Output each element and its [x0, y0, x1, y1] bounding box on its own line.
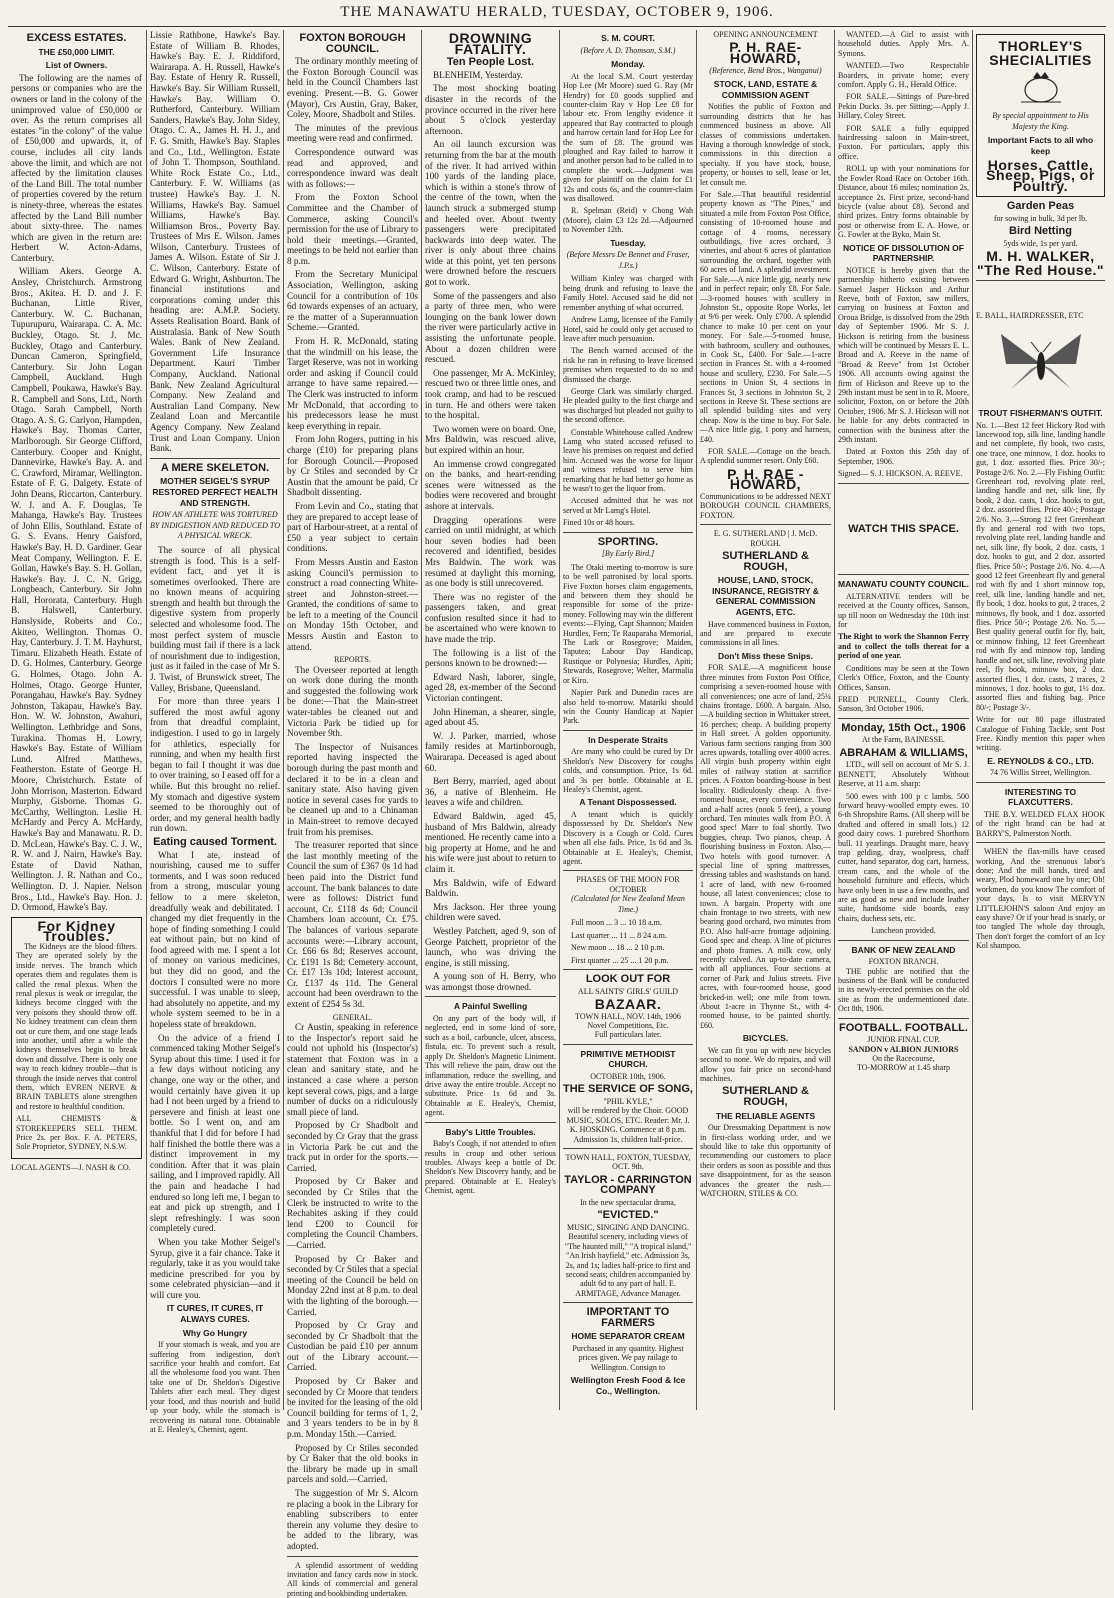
ad-paragraph: LTD., will sell on account of Mr S. J. BENNETT, Absolutely Without Reserve, at 11 a.m. sharp: [838, 760, 969, 789]
kidney-advertisement [11, 917, 142, 1159]
theatre-advertisement [563, 1153, 693, 1298]
classified-ad: WANTED.—Two Respectable Boarders, in private home; every comfort. Apply G. H., Herald Office. [838, 61, 969, 90]
article-paragraph: William Kinley was charged with being drunk and refusing to leave the Family Hotel. Accused said he did not remember anything of what occurred. [563, 274, 693, 312]
ad-paragraph: The Right to work the Shannon Ferry and to collect the tolls thereat for a period of one year. [838, 632, 969, 661]
ad-line: TOWN HALL, NOV. 14th, 1906 [575, 1011, 681, 1021]
ad-title: "EVICTED." [597, 1209, 659, 1222]
ad-title: "The Red House." [976, 261, 1105, 278]
ad-title: TROUT FISHERMAN'S OUTFIT. [978, 407, 1103, 418]
ad-title: M. H. WALKER, [986, 248, 1095, 265]
ad-paragraph: THE public are notified that the business of the Bank will be conducted in its newly-erected premises on the old site as from the undermentioned date. Oct 8th, 1906. [838, 966, 969, 1014]
ad-subheading: MOTHER SEIGEL'S SYRUP RESTORED PERFECT HEALTH AND STRENGTH. [152, 476, 278, 508]
owners-list: William Akers. George A. Ansley, Christchurch. Armstrong Bros., Akitea. H. D. and J. F. Buchanan, Little River, Canterbury. W. C. Buchanan, Tupurupuru, Wairarapa. C. A. Mc. Buckley, Otago. St. J. Mc. Buckley, Otago and Canterbury. Duncan Cameron, Springfield, Canterbury. Sir John Logan Campbell, Auckland. Hugh Campbell, Poukawa, Hawke's Bay. R. Campbell and Sons, Ltd., North Otago. Sarah Campbell, North Otago. A. S. G. Carlyon, Hampden, Hawke's Bay. Thomas Carter, Marlborough. Sir George Clifford, Canterbury. Cooper and Knight, Dannevirke, Hawke's Bay. A. and C. Crawford, Miramar, Wellington. Estate of F. G. Dalgety. Estate of John Deans, Riccarton, Canterbury. W. J. and A. F. Douglas, Te Mahanga, Hawke's Bay. Trustees of John Ellis, Southland. Estate of G. S. Evans. Henry Gaisford, Hawke's Bay. H. D. Gardiner. Gear Meat Company, Wellington. F. E. Gollan, Hawke's Bay. S. H. Gollan, Hawke's Bay. J. C. N. Grigg, Longbeach, Canterbury. Sir John Hall, Hororata, Canterbury. Hugh B. Halswell, Canterbury. Hanslyside, Roberts and Co., Akiteo, Wellington. Thomas O. Hay, Canterbury. J. T. M. Hayhurst, Timaru. Elizabeth Heath. Estate of D. G. Holmes, Canterbury. George G. Holmes, Otago. John A. Holmes, Otago. George Hunter, Porangahau, Hawke's Bay. Sydney Johnston, Takapau, Hawke's Bay. Hon. W. W. Johnston, Awahuri, Wellington. Lethbridge and Sons, Turakina. Thomas H. Lowry, Hawke's Bay. Estate of William Lund. Alfred Matthews, Featherston. Estate of George H. Moore, Christchurch. Estate of John Morrison, Masterton. Edward Murphy, Gisborne. Thomas G. McCarthy, Wellington. Leslie H. McHardy and Percy A. McHardy, Hawke's Bay and Manawatu. R. D. D. McLean, Hawke's Bay. C. J. W., R. W. and J. Nairn, Hawke's Bay. Estate of David Nathan, Wellington. J. R. Nathan and Co., Wellington. D. J. Napier. Nelson Bros., Ltd., Hawke's Bay. Hon. J. D. Ormond, Hawke's Bay. [11, 266, 142, 913]
article-paragraph: Mrs Baldwin, wife of Edward Baldwin. [425, 877, 556, 899]
article-paragraph: From the Foxton School Committee and the Chamber of Commerce, asking Council's permission for the use of Library to hold their meetings.—Granted, meetings to be held not earlier than 8 p.m. [287, 192, 418, 266]
article-paragraph: Edward Baldwin, aged 45, husband of Mrs Baldwin, already mentioned. He recently came into a big property at Home, and he and his wife were just about to return to claim it. [425, 810, 556, 874]
separator [976, 842, 1105, 843]
ad-line: In the new spectacular drama, [580, 1198, 676, 1208]
ad-footer: ALL CHEMISTS & STOREKEEPERS SELL THEM. Price 2s. per Box. F. A. PETERS, Sole Proprietor, SYDNEY, N.S.W. [16, 1114, 137, 1152]
ad-line: HOUSE, LAND, STOCK, INSURANCE, REGISTRY & GENERAL COMMISSION AGENTS, ETC. [712, 575, 819, 617]
article-paragraph: The following are the names of persons or companies who are the owners or land in the colony of the unimproved value of £50,000 or over. As the return comprises all estates "in the colony" of the value of £50,000 and upwards, it, of course, includes all city lands above the limit, and which are not affected by the limitation clauses of the Land Bill. The total number of properties covered by the return is ninety-three, whereas the estates affected by the Land Bill number about sixty-three. The names which are given in the return are: Herbert W. Acton-Adams, Canterbury. [11, 72, 142, 263]
column-5 [560, 30, 696, 1410]
moon-heading: PHASES OF THE MOON FOR OCTOBER [576, 875, 680, 894]
ad-line: On the Racecourse, [872, 1054, 935, 1064]
fishing-fly-illustration [986, 324, 1096, 404]
owners-list-continued: Lissie Rathbone, Hawke's Bay. Estate of William B. Rhodes, Hawke's Bay. E. J. Riddiford, Wairarapa. A. H. Russell, Hawke's Bay. Estate of Henry R. Russell, Hawke's Bay. Sir William Russell, Hawke's Bay. William O. Rutherford, Canterbury. William Sanders, Hawke's Bay. John Sidey, Otago. C. A., James H. H. J., and F. G. Smith, Hawke's Bay. Staples and Co., Ltd., Wellington. Estate of John T. Thompson, Southland. White Rock Estate Co., Ltd., Canterbury. F. W. Williams (as trustee) Hawke's Bay. J. N. Williams, Hawke's Bay. Samuel Williams, Hawke's Bay. Williamson Bros., Poverty Bay. Trustees of Mrs E. Wilson. James Wilson, Canterbury. Trustees of James A. Wilson. Estate of Sir J. C. Wilson, Canterbury. Estate of Edward G. Wright, Ashburton. The financial institutions and corporations coming under this heading are: A.M.P. Society. Assets Realisation Board. Bank of Australasia. Bank of New South Wales. Bank of New Zealand. Government Life Insurance Department. Kauri Timber Company, Auckland. National Bank. New Zealand Agricultural Company. New Zealand and Australian Land Company. New Zealand Loan and Mercantile Agency Company. New Zealand Trust and Loan Company. Union Bank. [150, 30, 280, 454]
classified-ad: FOR SALE a fully equipped hairdressing saloon in Main-street, Foxton. For particulars, apply this office. [838, 123, 969, 161]
separator [976, 280, 1105, 281]
article-paragraph: At the local S.M. Court yesterday Hop Lee (Mr Moore) sued G. Ray (Mr Hendry) for £0 goods supplied and counter-claim Ray v Hop Lee £8 for labour etc. From lengthy evidence it appeared that Ray contracted to plough and harrow certain land for Hop Lee for the sum of £8. The ground was ploughed and Ray failed to harrow it and another person had to be called in to complete the work.—Judgment was given for plaintiff on the claim for £1 12s and costs 6s, and the counter-claim was disallowed. [563, 71, 693, 204]
ad-paragraph: Have commenced business in Foxton, and are prepared to execute commissions in all lines. [700, 619, 831, 648]
ad-line: "PHIL KYLE," [603, 1097, 653, 1106]
ad-line: PRIMITIVE METHODIST CHURCH. [580, 1048, 676, 1070]
article-paragraph: Fined 10s or 48 hours. [563, 518, 635, 528]
column-8 [973, 30, 1108, 1410]
ad-paragraph: ALTERNATIVE tenders will be received at the County offices, Sanson, up till noon on Wednesday the 10th inst for [838, 591, 969, 630]
thorleys-advertisement [976, 34, 1105, 197]
ad-paragraph: What I ate, instead of nourishing, caused me to suffer torments, and I was soon reduced from a strong, muscular young fellow to a mere skeleton, dreadfully weak and debilitated. I changed my diet frequently in the hope of finding something I could eat without pain, but no kind of food agreed with me. I spent a lot of money on various medicines, but they did no good, and the doctors I consulted were no more successful. I was unable to sleep, had absolutely no appetite, and my whole system seemed to be in a hopeless state of breakdown. [150, 849, 280, 1030]
notice-signature: Signed— S. J. HICKSON. A. REEVE. [838, 469, 963, 479]
separator [150, 458, 280, 459]
article-paragraph: Andrew Lamg, licensee of the Family Hotel, said he could only get accused to leave after much persuasion. [563, 315, 693, 343]
separator [563, 730, 693, 731]
article-heading: SPORTING. [597, 535, 659, 548]
article-paragraph: A young son of H. Berry, who was amongst those drowned. [425, 971, 556, 992]
ad-line: will be rendered by the Choir. GOOD MUSIC, SOLOS, ETC. Reader: Mr. J. K. HOSKING. Commence at 8 p.m. Admission 1s, children half-price. [566, 1106, 690, 1144]
article-paragraph: From Messrs Austin and Easton asking Council's permission to construct a road connecting White-street and Johnston-street.—Granted, the conditions of same to be left to a meeting of the Council on Monday 15th October, and Messrs Austin and Easton to attend. [287, 556, 418, 652]
ad-paragraph: On any part of the body will, if neglected, end in some kind of sore, such as a boil, carbuncle, ulcer, abscess, fistula, etc. To prevent such a result, apply Dr. Sheldon's Magnetic Liniment. This will relieve the pain, draw out the inflammation, reduce the swelling, and drive away the entire trouble. Accept no substitute. Price 1s 6d and 3s. Obtainable at E. Healey's, Chemist, agent. [425, 1014, 556, 1118]
ad-paragraph: Notifies the public of Foxton and surrounding districts that he has commenced business as above. All classes of commissions undertaken. Having a thorough knowledge of stock, commissions in this direction a specialty. If you have stock, house, property, or houses to sell, lease or let, let consult me. [700, 102, 831, 187]
ad-paragraph: Are many who could be cured by Dr Sheldon's New Discovery for coughs colds, and consumption. Price, 1s 6d. and 3s per bottle. Obtainable at E. Healey's Chemist, agent. [563, 747, 693, 794]
ad-paragraph: FOR SALE.—A magnificent house three minutes from Foxton Post Office, comprising a seven-roomed house with all conveniences; one acre of land, 25¼ chains frontage. £600. A bargain. Also,—A building section in Whittaker street, 16 perches; cheap. A building property in Hall street. A golden opportunity. Various farm sections ranging from 300 acres upwards, totalling over 4000 acres. All virgin bush property within eight miles of railway station at sacrifice prices. A Foxton boarding-house in best locality. Ridiculously cheap. A five-roomed house, every convenience. Two and a-half acres (nook 5 feet), a young orchard. Ten minutes walk from P.O. A good spec! Mare to foal shortly. Two buggies, cheap. Two pianos, cheap. A flourishing business in Foxton. Also,—Two hotels with good turnover. A special line of spring mattresses, dressing tables and washstands on hand. 1 acre of land, with new 6-roomed house, all latest conveniences; close to town. A bargain. Property with one chain frontage to two streets, with new bearing good orchard, two minutes from P.O. Also half-acre frontage adjoining. Good spec and cheap. A line of pictures and photo frames. A milk cow, only recently calved. An up-to-date camera, with all appliances. Four sections at corner of Park and Julius streets. Five acres, with four-roomed house, good bricked-in well; one mile from town. About 1-acre in Thynne St., with 4-roomed house, to be painted shortly. £60. [700, 663, 831, 1030]
article-paragraph: The treasurer reported that since the last monthly meeting of the Council the sum of £367 0s 1d had been paid into the District fund account. The bank balances to date were as follows: District fund account, Cr. £118 4s 6d; Council Chambers loan account, Cr. £75. The balances of various separate accounts were:—Library account, Cr. £66 6s 8d; Reserves account, Cr. £191 1s 8d; Cemetery account, Cr. £17 13s 10d; Interest account, Cr. £137 4s 11d. The General account had been overdrawn to the extent of £254 5s 3d. [287, 840, 418, 1010]
separator [976, 782, 1105, 783]
ad-line: 74 76 Willis Street, Wellington. [990, 768, 1091, 778]
royal-crest-icon [1011, 68, 1071, 108]
church-advertisement [563, 1049, 693, 1144]
separator [838, 718, 969, 719]
article-paragraph: From Levin and Co., stating that they are prepared to accept lease of part of Harbour-street, at a rental of £50 a year subject to certain conditions. [287, 500, 418, 554]
moon-row: New moon ... 18 ... 2 10 p.m. [571, 943, 665, 953]
ad-paragraph: 500 ewes with 100 p c lambs. 500 forward heavy-woolled empty ewes. 10 6-th Shropshire Rams. (All sheep will be drafted and offered in small lots.) 12 good dairy cows. 1 purebred Shorthorn bull. 11 yearlings. Draught mare, heavy trap gelding, dray, woolpress, chaff cutter, hand separator, dog cart, harness, cream cans, and the whole of the household furniture and effects, which have only been in use a few months, and are as good as new and include leather suite, handsome side boards, easy chairs, duchess sets, etc. [838, 791, 969, 923]
article-subheading: List of Owners. [45, 60, 108, 71]
article-heading: S. M. COURT. [601, 33, 655, 43]
article-paragraph: From the Secretary Municipal Association, Wellington, asking Council for a contribution of 10s 6d towards expenses of an actuary, re the matter of a Superannuation Scheme.—Granted. [287, 269, 418, 333]
article-paragraph: The following is a list of the persons known to be drowned:— [425, 647, 556, 669]
article-paragraph: Proposed by Cr Shadbolt and seconded by Cr Gray that the grass in Victoria Park be cut and the track put in order for the sports.—Carried. [287, 1120, 418, 1173]
notice-paragraph: Dated at Foxton this 25th day of September, 1906. [838, 447, 969, 466]
article-subheading: Ten People Lost. [446, 56, 535, 69]
article-paragraph: Correspondence outward was read and approved, and correspondence inward was dealt with as follows:— [287, 146, 418, 189]
separator [563, 1148, 693, 1149]
ad-line: Luncheon provided. [871, 926, 936, 936]
ad-title: FOOTBALL. FOOTBALL. [839, 1021, 968, 1034]
article-subheading: THE £50,000 LIMIT. [38, 46, 115, 57]
ad-poem: WHEN the flax-mills have ceased working, And the strenuous labor's done; And the mill hands, tired and weary, Plod homeward one by one; Oh! workmen, do you know The comfort of your days, Is to visit MERVYN LITTLEJOHN'S saloon And enjoy an easy shave? Or if your head is snarly, or too tangled The whole day through, Then don't forget the comfort of an Icy Kol shampoo. [976, 847, 1105, 951]
ad-title: SUTHERLAND & ROUGH, [722, 550, 809, 573]
bazaar-advertisement [563, 974, 693, 1040]
article-paragraph: The Inspector of Nuisances reported having inspected the borough during the past month and declared it to be in a clean and sanitary state. Also having given notice in several cases for yards to be cleaned up and to a Chinaman in Main-street to remove decayed fruit from his premises. [287, 741, 418, 837]
separator [287, 1556, 418, 1557]
column-1 [8, 30, 145, 1410]
ad-line: E. G. SUTHERLAND | J. McD. ROUGH. [713, 529, 818, 548]
ad-title: Bird Netting [1009, 225, 1072, 238]
ad-heading: A Painful Swelling [453, 1001, 528, 1012]
article-paragraph: Westley Patchett, aged 9, son of George Patchett, proprietor of the launch, who was driving the engine, is still missing. [425, 925, 556, 968]
article-paragraph: George Clark was similarly charged. He pleaded guilty to the first charge and was discharged but pleaded not guilty to the second offence. [563, 386, 693, 425]
separator [563, 870, 693, 871]
ad-heading: A Tenant Dispossessed. [579, 797, 677, 808]
ad-paragraph: No. 1.—Best 12 feet Hickory Rod with lancewood top, silk line, landing handle and net complete, fly book, two casts, one trace, one minnow, 1 doz. hooks to gut, 1 doz. assorted flies. Price 30/-; Postage 2/6. No. 2.—Fly Fishing Outfit: Greenheart rod, revolving plate reel, landing handle and net, silk line, fly book, 2 doz. casts, 1 doz. hooks to gut, 2 doz. assorted flies. Price 40/-; Postage 2/6. No. 3.—Strong 12 feet Greenheart fly and general rod with two tops, revolving plate reel, landing handle and net, silk line, fly book, 2 doz. casts, 1 doz. hooks to gut, and 2 doz. assorted flies. Price 50/-; Postage 2/6. No. 4.—A good 12 feet Greenheart fly and general rod with fly and 1 short minnow top, reel, silk line, landing handle and net, fly book, 1 doz. hooks to gut, 2 traces, 2 minnows, fly book, and 1 doz. assorted flies. Price 50/-; Postage 2/6. No. 5.—Best quality general outfit for fly, bait, or minnow fishing, 12 feet Greenheart rod with fly and minnow top, landing handle and net, silk line, revolving plate reel, fly book, minnow box, 2 doz. assorted flies, 1 doz. casts, 2 traces, 2 minnows, 1 doz. hooks to gut, 1½ doz. assorted flies and fishing bag. Price 80/-; Postage 3/-. [976, 420, 1105, 712]
article-paragraph: John Hineman, a shearer, single, aged about 45. [425, 706, 556, 728]
ad-paragraph: We can fit you up with new bicycles second to none. We do repairs, and will allow you fair price on second-hand machines. [700, 1045, 831, 1084]
article-paragraph: The Bench warned accused of the risk he ran in refusing to leave licensed premises when requested to do so and dismissed the charge. [563, 346, 693, 384]
ad-title: TAYLOR - CARRINGTON COMPANY [564, 1173, 692, 1197]
ad-paragraph: A tenant which is quickly dispossessed by Dr. Sheldon's New Discovery is a Cough or Cold. Cures when all else fails. Price, 1s 6d and 3s. Obtainable at E. Healey's, Chemist, agent. [563, 809, 693, 866]
ad-line: By special appointment to His Majesty the King. [992, 111, 1089, 131]
ad-title: ABRAHAM & WILLIAMS, [839, 746, 968, 759]
article-subheading: Monday. [611, 59, 645, 70]
ad-line: MUSIC, SINGING AND DANCING. Beautiful scenery, including views of "The haunted mill," "A tropical island," "An Irish hayfield," etc. Admission 3s, 2s, and 1s; ladies half-price to first and second seats; children accompanied by adult 6d to any part of hall. E. ARMITAGE, Advance Manager. [564, 1223, 692, 1298]
separator [838, 940, 969, 941]
local-agents: LOCAL AGENTS—J. NASH & CO. [11, 1162, 131, 1172]
farmers-advertisement [563, 1307, 693, 1396]
moon-subheading: (Calculated for New Zealand Mean Time.) [571, 894, 685, 914]
article-paragraph: The most shocking boating disaster in the records of the province occurred in the river here about 5 o'clock yesterday afternoon. [425, 83, 556, 136]
ad-paragraph: The source of all physical strength is food. This is a self-evident fact, and yet it is sometimes overlooked. There are no known means of acquiring strength and health but through the digestive system from properly selected and wholesome food. The most perfect system of muscle building must fail if there is a lack of nourishment due to indigestion, just as it failed in the case of Mr S. J. Twist, of Brunswick street, The Valley, Brisbane, Queensland. [150, 544, 280, 693]
ad-title: THE SERVICE OF SONG, [563, 1083, 693, 1096]
article-paragraph: Proposed by Cr Stiles seconded by Cr Baker that the old books in the library be made up in small parcels and sold.—Carried. [287, 1442, 418, 1485]
ad-subheading: BICYCLES. [742, 1033, 789, 1044]
ad-line: for sowing in bulk, 3d per lb. [993, 213, 1088, 223]
ad-line: OPENING ANNOUNCEMENT [713, 30, 818, 39]
ad-title: P. H. RAE-HOWARD, [729, 39, 802, 66]
article-paragraph: Mrs Jackson. Her three young children were saved. [425, 901, 556, 923]
ad-line: Important Facts to all who keep [987, 135, 1094, 156]
ad-title: SHECIALITIES [989, 51, 1092, 68]
article-subheading: (Before Messrs De Bennet and Fraser, J.P.s.) [566, 250, 690, 270]
ad-heading: Baby's Little Troubles. [445, 1126, 536, 1137]
classified-ad: WANTED.—A Girl to assist with household duties. Apply Mrs. A. Symons. [838, 30, 969, 58]
article-paragraph: The Overseer reported at length on work done during the month and suggested the following work be done:—That the Main-street water-tables be cleaned out and Victoria Park be tidied up for November 9th. [287, 664, 418, 739]
article-paragraph: Dragging operations were carried on until midnight, at which hour seven bodies had been recovered and identified, besides Mrs Baldwin. The work was resumed at daylight this morning, as one body is still unrecovered. [425, 514, 556, 589]
sale-date: Monday, 15th Oct., 1906 [841, 721, 966, 734]
separator [838, 1018, 969, 1019]
column-3 [284, 30, 421, 1598]
ad-line: Wellington Fresh Food & Ice Co., Wellington. [570, 1375, 686, 1396]
article-paragraph: Napier Park and Dunedin races are also held to-morrow. Matariki should win the County Handicap at Napier Park. [563, 688, 693, 726]
article-paragraph: One passenger, Mr A. McKinley, rescued two or three little ones, and took cramp, and had to be rescued in turn. He and others were taken to the hospital. [425, 367, 556, 421]
ad-line: TOWN HALL, FOXTON, TUESDAY, OCT. 9th. [565, 1153, 691, 1172]
notice-paragraph: NOTICE is hereby given that the partnership hitherto existing between Samuel Jasper Hickson and Arthur Reeve, both of Foxton, saw millers, carrying on business at Foxton and Oroua Bridge, is dissolved from the 29th day of September 1906. Mr S. J. Hickson is retiring from the business which will be continued by Messrs E. L. Broad and A. Reeve in the name of "Broad & Reeve" from 1st October 1906. All accounts owing against the firm of Hickson and Reeve up to the 29th instant must be sent in to R. Moore, solicitor, Foxton, on or before the 20th October, 1906. Mr S. J. Hickson will not be liable for any debts contracted in connection with the business after the 29th instant. [838, 265, 969, 445]
ad-paragraph: Our Dressmaking Department is now in first-class working order, and we should like to take this opportunity of recommending our customers to place their orders as soon as possible and thus save disappointment, for as the season advances the greater the rush.—WATCHORN, STILES & CO. [700, 1123, 831, 1199]
article-paragraph: From John Rogers, putting in his charge (£10) for preparing plans for Borough Council.—Proposed by Cr Stiles and seconded by Cr Austin that the amount be paid, Cr Shadbolt dissenting. [287, 434, 418, 498]
separator [563, 1302, 693, 1303]
ad-line: E. BALL, HAIRDRESSER, ETC [976, 310, 1084, 320]
column-6 [697, 30, 834, 1410]
ad-line: Purchased in any quantity. Highest prices given. We pay railage to Wellington. Consign to [572, 1344, 684, 1372]
article-subheading: (Before A. D. Thomson, S.M.) [580, 45, 676, 55]
ad-title: THORLEY'S [998, 38, 1083, 54]
article-paragraph: Proposed by Cr Baker and seconded by Cr Stiles that a special meeting of the Council be held on Monday 22nd inst at 8 p.m. to deal with the lighting of the borough.—Carried. [287, 1253, 418, 1317]
ad-paragraph: FOR SALE.—Cottage on the beach. A splendid summer resort. Only £60. [700, 447, 831, 466]
ad-line: 5yds wide, 1s per yard. [1003, 238, 1078, 248]
ad-subheading: Eating caused Torment. [153, 835, 277, 848]
article-paragraph: Cr Austin, speaking in reference to the Inspector's report said he could not uphold his (Inspector's) statement that Foxton was in a clean and sanitary state, and he instanced a case where a person kept several cows, pigs, and a large number of ducks on a ridiculously small piece of land. [287, 1022, 418, 1117]
ad-line: HOME SEPARATOR CREAM [571, 1331, 685, 1342]
ad-paragraph: For more than three years I suffered the most awful agony from that dreadful complaint, indigestion. I used to go in largely for athletics, especially for running, and when my health first began to fail I thought it was due to over training, so I eased off for a while. But this brought no relief. My stomach and digestive system seemed to be thoroughly out of order, and my general health badly run down. [150, 696, 280, 834]
article-paragraph: From H. R. McDonald, stating that the windmill on his lease, the Target Reserve, was not in working order and asking if Council could arrange to have same repaired.—The Clerk was instructed to inform Mr McDonald, that according to his predecessors lease he must keep everything in repair. [287, 336, 418, 431]
ad-line: LOOK OUT FOR [585, 973, 671, 985]
ad-paragraph: Conditions may be seen at the Town Clerk's Office, Foxton, and the County Offices, Sanson. [838, 663, 969, 692]
article-subheading: Tuesday. [610, 237, 646, 248]
ad-line: TO-MORROW at 1.45 sharp [856, 1063, 951, 1073]
column-2 [147, 30, 283, 1434]
article-paragraph: The Otaki meeting to-morrow is sure to be well patronised by local sports. Five Foxton horses claim engagements, and between them they should be responsible for some of the prize-money. Following may win the different events:—Flying, Capt Shannon; Maiden Hurdles, Fern; Te Rauparaha Memorial, The Lark or Rosegrove; Maiden, Taputea; Labour Day Handicap, Rustique or Polynesia; Hurdles, Apiti; Stewards, Rosegrove; Welter, Marmalia or Kiro. [563, 562, 693, 685]
article-paragraph: Two women were on board. One, Mrs Baldwin, was rescued alive, but expired within an hour. [425, 423, 556, 455]
article-paragraph: Accused admitted that he was not served at Mr Lamg's Hotel. [563, 496, 693, 515]
ad-slogan: IT CURES, IT CURES, IT ALWAYS CURES. [166, 1303, 264, 1325]
ad-line: FOXTON BRANCH. [868, 957, 939, 967]
separator [838, 574, 969, 575]
ad-paragraph: On the advice of a friend I commenced taking Mother Seigel's Syrup about this time. I used it for a few days without noticing any change, one way or the other, and would certainly have given it up had I not been urged by a friend to persevere and finish at least one bottle. So I went on, and am thankful that I did for before I had half finished the bottle there was a distinct improvement in my condition. After that it was plain sailing, and I improved rapidly. All the pain and headache I had endured so long left me, I began to eat and pick up strength, and I slept refreshingly. I was soon completely cured. [150, 1032, 280, 1234]
masthead: THE MANAWATU HERALD, TUESDAY, OCTOBER 9, 1906. [340, 4, 774, 20]
ad-title: MANAWATU COUNTY COUNCIL. [838, 579, 969, 590]
ad-paragraph: Baby's Cough, if not attended to often results in croup and other serious troubles. Always keep a bottle of Dr. Sheldon's New Discovery handy, and be prepared. Obtainable at E. Healey's Chemist, agent. [425, 1139, 556, 1196]
article-heading: DROWNING FATALITY. [448, 30, 533, 57]
article-paragraph: The ordinary monthly meeting of the Foxton Borough Council was held in the Council Chambers last evening. Present.—B. G. Gower (Mayor), Crs Austin, Gray, Baker, Coley, Moore, Shadbolt and Stiles. [287, 56, 418, 120]
ad-title: INTERESTING TO FLAXCUTTERS. [1004, 786, 1077, 808]
section-label: GENERAL. [332, 1012, 373, 1022]
classified-ad: FOR SALE.—Sittings of Pure-bred Pekin Ducks. 3s. per Sitting;—Apply J. Hillary, Coley Street. [838, 92, 969, 121]
classified-ad: ROLL up with your nominations for the Fowler Road Race on October 16th. Distance, about 16 miles; nomination 2s, acceptance 2s. First prize, second-hand bicycle (value about £8). Second and third prizes. Entry forms obtainable by post or otherwise from E. A. Howe, or G. Fowler at the Byko, Main St. [838, 164, 969, 240]
byline: [By Early Bird.] [601, 549, 655, 559]
ad-line: THE RELIABLE AGENTS [715, 1110, 816, 1121]
ad-line: SANDON v ALBION JUNIORS [848, 1044, 959, 1054]
article-paragraph: Proposed by Cr Baker and seconded by Cr Moore that tenders be invited for the leasing of the old Council building for terms of 1, 2, and 3 years tenders to be in by 8 p.m. Monday 15th.—Carried. [287, 1376, 418, 1440]
ad-title: For Kidney Troubles. [37, 917, 116, 945]
article-paragraph: Constable Whitehouse called Andrew Lamg who stated accused refused to leave his premises on request and defied him. Accused was the worse for liquor and witness refused to serve him remarking that he had better go home as he wasn't to get the liquor from. [563, 427, 693, 493]
article-paragraph: The suggestion of Mr S. Alcorn re placing a book in the Library for enabling subscribers to enter therein any volume they desire to be added to the library, was adopted. [287, 1488, 418, 1551]
ad-paragraph: When you take Mother Seigel's Syrup, give it a fair chance. Take it regularly, take it as you would take medicine prescribed for you by some celebrated physician—and it will cure you. [150, 1236, 280, 1300]
article-paragraph: An oil launch excursion was returning from the bar at the mouth of the river. It had arrived within 100 yards of the landing place, which is within a stone's throw of the centre of the town, when the launch struck a submerged stump and heeled over. About twenty passengers were precipitated backwards into deep water. The river is only about three chains wide at this point, yet ten persons were drowned before the rescuers got to work. [425, 139, 556, 288]
ad-line: JUNIOR FINAL CUP. [867, 1035, 940, 1045]
ad-line: OCTOBER 10th, 1906. [590, 1072, 666, 1081]
for-sale-list: For Sale.—That beautiful residential property known as "The Pines," and situated a mile from Foxton Post Office, consisting of 10-roomed house and cottage of 4 rooms, necessary outbuildings, five acres orchard, 3 vineries, and about 6 acres of plantation surrounding the orchard, together with 60 acres of land. A splendid investment. For Sale.—A nice little gig, nearly new and in perfect repair; only £8. For Sale.—3-roomed houses with scullery in Johnston St., opposite Rope Works, let at 9/6 per week. Only £700. A splendid chance to make 10 per cent on your money. For Sale.—5-roomed house, with bathroom, scullery and outhouses, in Cook St., £400. For Sale.—1-acre section in Frances St. with a 4-roomed house and scullery, £230. For Sale.—5 sections in Union St, 4 sections in Frances St, 3 sections in Johnston St, 2 sections in Reeve St. These sections are all splendid building sites and very cheap. Now is the time to buy. For Sale.—A nice little gig, 1 pony and harness, £40. [700, 190, 831, 444]
ad-line: Novel Competitions, Etc. [587, 1021, 669, 1030]
article-paragraph: Proposed by Cr Gray and seconded by Cr Shadbolt that the Custodian be paid £10 per annum out of the Library account.—Carried. [287, 1320, 418, 1373]
moon-row: Full moon ... 3 ... 10 18 a.m. [571, 918, 662, 928]
article-heading: EXCESS ESTATES. [26, 32, 127, 44]
ad-title: BAZAAR. [594, 996, 662, 1012]
masthead-rule [8, 26, 1106, 27]
article-paragraph: An immense crowd congregated on the banks, and heart-rending scenes were witnessed as the bodies were recovered and brought ashore at intervals. [425, 458, 556, 511]
article-paragraph: Some of the passengers and also a party of three men, who were lounging on the bank lower down the river were particularly active in assisting the unfortunate people. About a dozen children were rescued. [425, 290, 556, 365]
ad-subheading: Don't Miss these Snips. [717, 650, 814, 661]
ad-paragraph: If your stomach is weak, and you are suffering from indigestion, don't sacrifice your health and comfort. Eat all the wholesome food you want. Then take one of Dr. Sheldon's Digestive Tablets after each meal. They digest your food, and thus nourish and build up your body, while the stomach is recovering its natural tone. Obtainable at E. Healey's, Chemist, agent. [150, 1340, 280, 1434]
article-heading: FOXTON BOROUGH COUNCIL. [299, 32, 406, 55]
ad-line: Communications to be addressed NEXT BOROUGH COUNCIL CHAMBERS, FOXTON. [700, 492, 831, 520]
separator [563, 969, 693, 970]
ad-subheading: Why Go Hungry [182, 1327, 248, 1338]
column-4 [422, 30, 559, 1410]
ad-title: SUTHERLAND & ROUGH, [722, 1085, 809, 1109]
ad-title: Garden Peas [1006, 200, 1075, 213]
ad-subheading: HOW AN ATHLETE WAS TORTURED BY INDIGESTION AND REDUCED TO A PHYSICAL WRECK. [150, 510, 280, 541]
separator [563, 532, 693, 533]
ad-line: (Reference, Bend Bros., Wanganui) [709, 65, 822, 75]
ad-paragraph: THE B.Y. WELDED FLAX HOOK of the right brand can be had at BARRY'S, Palmerston North. [976, 809, 1105, 838]
ad-title: IMPORTANT TO FARMERS [586, 1306, 670, 1329]
article-paragraph: W. J. Parker, married, whose family resides at Martinborough, Wairarapa. Deceased is aged about 60. [425, 730, 556, 773]
article-paragraph: There was no register of the passengers taken, and great confusion resulted since it had to be ascertained who were known to have made the trip. [425, 591, 556, 645]
article-paragraph: Edward Nash, laborer, single, aged 28, ex-member of the Second Victorian contingent. [425, 671, 556, 704]
ad-body: The Kidneys are the blood filters. They are operated solely by the inside nerves. The branch which operates them and regulates them is called the renal plexus. When the renal plexus is weak or irregular, the kidneys become clogged with the very poisons they should throw off. No kidney treatment can clean them out or cure them, and one stage leads into another, until after a while the kidneys themselves begin to break down and dissolve. There is only one way to reach kidney trouble—that is through the inside nerves that control them, which EVREN NERVE & BRAIN TABLETS alone strengthen and restore to healthful condition. [16, 941, 137, 1111]
ad-title: E. REYNOLDS & CO., LTD. [987, 755, 1094, 766]
watch-this-space: WATCH THIS SPACE. [848, 522, 959, 535]
moon-row: Last quarter ... 11 ... 8 24 a.m. [571, 930, 667, 940]
ad-heading: In Desperate Straits [588, 734, 668, 745]
section-label: REPORTS. [334, 655, 371, 665]
printing-notice: A splendid assortment of wedding invitation and fancy cards now in stock. All kinds of commercial and general printing and bookbinding undertaken. [287, 1560, 418, 1598]
ad-signature: FRED PURNELL, County Clerk. Sanson, 3rd October 1906. [838, 694, 969, 714]
article-paragraph: Bert Berry, married, aged about 36, a native of Blenheim. He leaves a wife and children. [425, 776, 556, 808]
column-7 [835, 30, 972, 1410]
separator [563, 1044, 693, 1045]
ad-line: Full particulars later. [594, 1030, 662, 1040]
ad-line: STOCK, LAND, ESTATE & COMMISSION AGENT [713, 79, 818, 100]
moon-row: First quarter ... 25 ... 1 20 p.m. [571, 955, 669, 965]
ad-title: BANK OF NEW ZEALAND [851, 944, 956, 955]
ad-heading: A MERE SKELETON. [160, 461, 270, 474]
separator [425, 996, 556, 997]
ad-title: P. H. RAE - HOWARD, [727, 465, 804, 493]
notice-heading: NOTICE OF DISSOLUTION OF PARTNERSHIP. [843, 242, 964, 264]
article-paragraph: The minutes of the previous meeting were read and confirmed. [287, 122, 418, 144]
ad-line: ALL SAINTS' GIRLS' GUILD [577, 986, 679, 996]
ad-paragraph: Write for our 80 page illustrated Catalogue of Fishing Tackle, sent Post Free. Kindly mention this paper when writing. [976, 715, 1105, 753]
article-paragraph: Proposed by Cr Baker and seconded by Cr Stiles that the Clerk be instructed to write to the Rechabites asking if they could lend £200 to Council for completing the Council Chambers.—Carried. [287, 1176, 418, 1250]
separator [425, 1122, 556, 1123]
sale-location: At the Farm, BAINESSE. [862, 735, 945, 745]
article-paragraph: R. Spelman (Reid) v Chong Wah (Moore), claim £3 12s 2d.—Adjourned to November 12th. [563, 206, 693, 235]
separator [700, 524, 831, 525]
dateline: BLENHEIM, Yesterday. [433, 69, 523, 80]
ad-title: Horses, Cattle, Sheep, Pigs, or Poultry. [986, 156, 1095, 194]
separator [838, 483, 969, 484]
